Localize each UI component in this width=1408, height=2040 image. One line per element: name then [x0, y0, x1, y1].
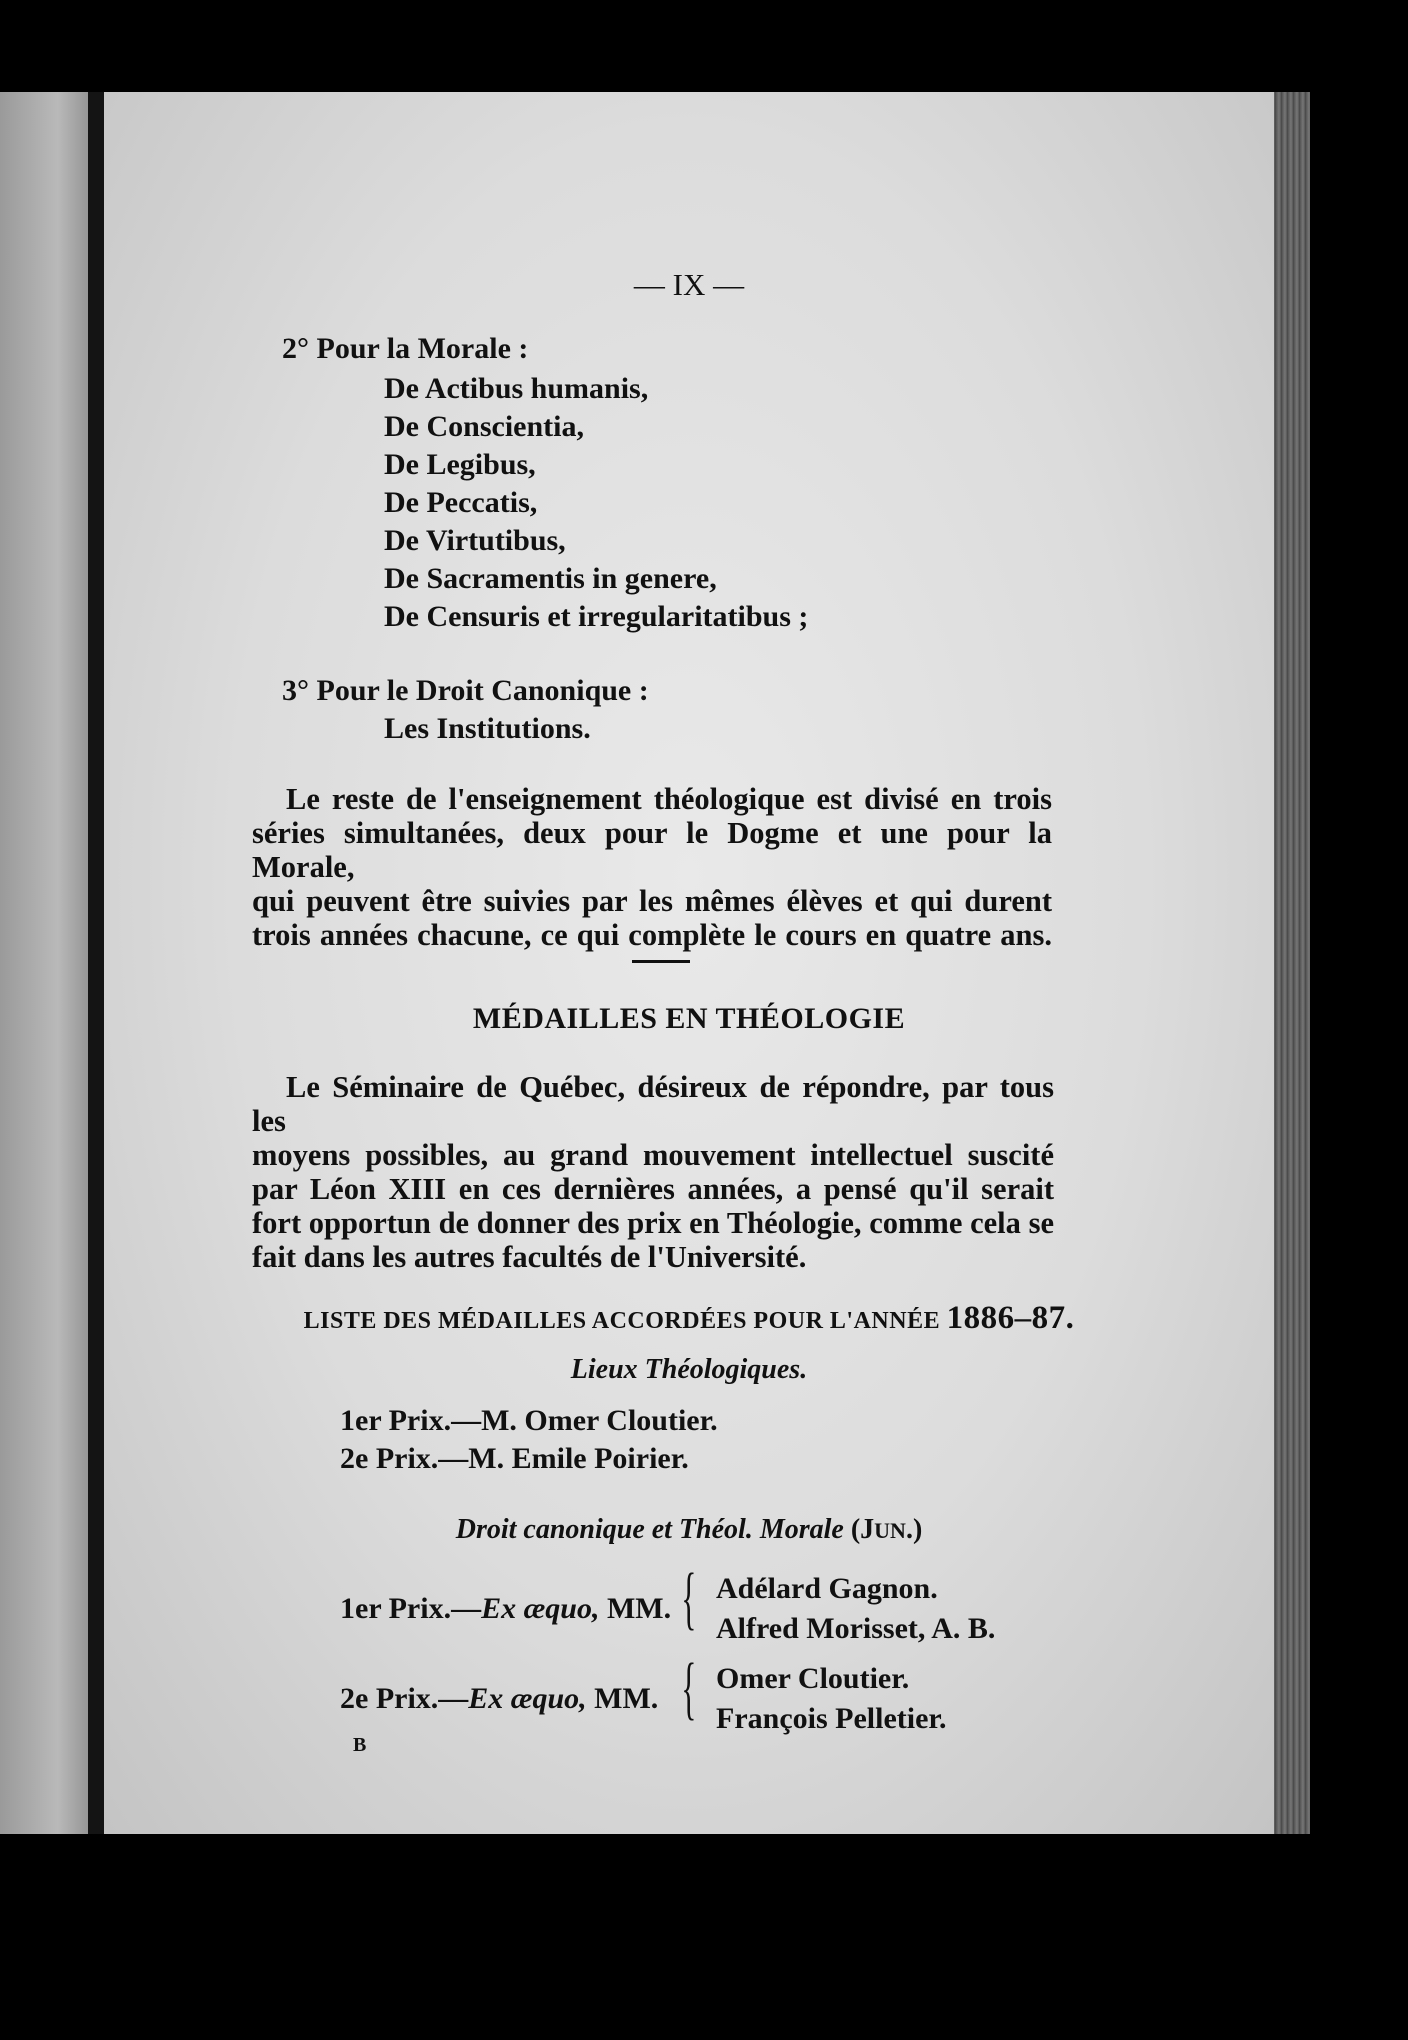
brace-icon: {: [681, 1650, 697, 1727]
droit-item: Les Institutions.: [384, 712, 591, 745]
book-page: [104, 92, 1274, 1834]
prize-name: François Pelletier.: [716, 1702, 947, 1735]
paragraph-line: par Léon XIII en ces dernières années, a pensé qu'il serait: [252, 1172, 1054, 1206]
morale-item: De Conscientia,: [384, 410, 584, 443]
droit-prize-2: 2e Prix.—Ex æquo, MM.: [340, 1682, 659, 1715]
paragraph-line: Le reste de l'enseignement théologique est divisé en trois: [286, 782, 1052, 816]
book-gutter: [88, 92, 104, 1834]
droit-prize-1: 1er Prix.—Ex æquo, MM.: [340, 1592, 672, 1625]
morale-item: De Censuris et irregularitatibus ;: [384, 600, 809, 633]
prize-name: Alfred Morisset, A. B.: [716, 1612, 996, 1645]
brace-icon: {: [681, 1560, 697, 1637]
signature-mark: B: [353, 1734, 367, 1756]
morale-item: De Legibus,: [384, 448, 536, 481]
left-page-edge: [0, 92, 96, 1834]
morale-item: De Actibus humanis,: [384, 372, 649, 405]
paragraph-line: séries simultanées, deux pour le Dogme et une pour la Morale,: [252, 816, 1052, 884]
droit-morale-suffix: (JUN.): [850, 1514, 923, 1545]
droit-morale-title: Droit canonique et Théol. Morale (JUN.): [455, 1514, 923, 1545]
morale-item: De Virtutibus,: [384, 524, 566, 557]
paragraph-line: fort opportun de donner des prix en Théologie, comme cela se: [252, 1206, 1054, 1240]
page-number: — IX —: [633, 267, 745, 302]
paragraph-seminaire: [252, 1070, 1054, 1274]
paragraph-line: fait dans les autres facultés de l'Université.: [252, 1240, 807, 1274]
paragraph-line: Le Séminaire de Québec, désireux de répondre, par tous les: [252, 1070, 1054, 1138]
section-divider: [632, 960, 690, 963]
prize-name: Omer Cloutier.: [716, 1662, 910, 1695]
paragraph-line: moyens possibles, au grand mouvement intellectuel suscité: [252, 1138, 1054, 1172]
paragraph-line: qui peuvent être suivies par les mêmes élèves et qui durent: [252, 884, 1052, 918]
morale-item: De Peccatis,: [384, 486, 538, 519]
morale-item: De Sacramentis in genere,: [384, 562, 717, 595]
lieux-prize: 1er Prix.—M. Omer Cloutier.: [340, 1404, 718, 1437]
liste-heading: LISTE DES MÉDAILLES ACCORDÉES POUR L'ANNÉE 1886–87.: [303, 1300, 1075, 1336]
medailles-heading: MÉDAILLES EN THÉOLOGIE: [472, 1002, 906, 1035]
prize-name: Adélard Gagnon.: [716, 1572, 938, 1605]
lieux-prize: 2e Prix.—M. Emile Poirier.: [340, 1442, 689, 1475]
droit-heading: 3° Pour le Droit Canonique :: [282, 674, 649, 707]
morale-heading: 2° Pour la Morale :: [282, 332, 529, 365]
paragraph-enseignement: [252, 782, 1052, 952]
page-stack-edge: [1270, 92, 1310, 1834]
paragraph-line: trois années chacune, ce qui complète le cours en quatre ans.: [252, 918, 1052, 952]
lieux-title: Lieux Théologiques.: [570, 1354, 808, 1385]
